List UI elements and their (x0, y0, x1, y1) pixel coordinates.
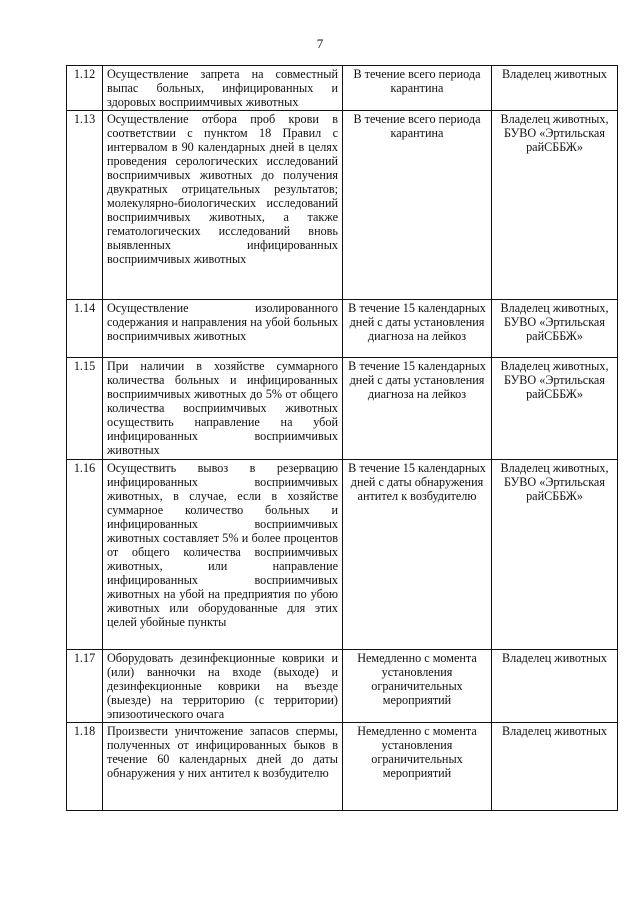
measure-responsible: Владелец животных, БУВО «Эртильская райСББЖ» (492, 460, 618, 650)
measure-description: Осуществление запрета на совместный выпас больных, инфицированных и здоровых восприимчивых животных (103, 66, 343, 111)
measure-deadline: Немедленно с момента установления ограничительных мероприятий (343, 650, 492, 723)
measure-description: Осуществление отбора проб крови в соответствии с пунктом 18 Правил с интервалом в 90 календарных дней в целях проведения серологических исследований восприимчивых животных до получения двукратных отрицательных результатов; молекулярно-биологических исследований восприимчивых животных, а также гематологических исследований вновь выявленных инфицированных восприимчивых животных (103, 111, 343, 300)
measure-responsible: Владелец животных (492, 650, 618, 723)
item-number: 1.17 (67, 650, 103, 723)
measure-deadline: Немедленно с момента установления ограничительных мероприятий (343, 723, 492, 811)
table-row (67, 111, 618, 300)
item-number: 1.14 (67, 300, 103, 358)
measure-description: Произвести уничтожение запасов спермы, полученных от инфицированных быков в течение 60 календарных дней до даты обнаружения у них антител к возбудителю (103, 723, 343, 811)
item-number: 1.15 (67, 358, 103, 460)
measure-deadline: В течение 15 календарных дней с даты обнаружения антител к возбудителю (343, 460, 492, 650)
table-row (67, 460, 618, 650)
measure-responsible: Владелец животных (492, 723, 618, 811)
table-row (67, 650, 618, 723)
page-number: 7 (316, 36, 324, 51)
measure-deadline: В течение всего периода карантина (343, 111, 492, 300)
table-row (67, 300, 618, 358)
table-row (67, 66, 618, 111)
measures-table (66, 65, 618, 811)
measure-deadline: В течение 15 календарных дней с даты установления диагноза на лейкоз (343, 300, 492, 358)
item-number: 1.13 (67, 111, 103, 300)
measure-description: Оборудовать дезинфекционные коврики и (или) ванночки на входе (выходе) и дезинфекционные коврики на въезде (выезде) на территорию (с территории) эпизоотического очага (103, 650, 343, 723)
measure-deadline: В течение всего периода карантина (343, 66, 492, 111)
measure-description: Осуществление изолированного содержания и направления на убой больных восприимчивых животных (103, 300, 343, 358)
measure-deadline: В течение 15 календарных дней с даты установления диагноза на лейкоз (343, 358, 492, 460)
item-number: 1.12 (67, 66, 103, 111)
table-row (67, 723, 618, 811)
measure-description: Осуществить вывоз в резервацию инфицированных восприимчивых животных, в случае, если в хозяйстве суммарное количество больных и инфицированных восприимчивых животных составляет 5% и более процентов от общего количества восприимчивых животных, или направление инфицированных восприимчивых животных на убой на предприятия по убою животных или оборудованные для этих целей убойные пункты (103, 460, 343, 650)
measure-responsible: Владелец животных, БУВО «Эртильская райСББЖ» (492, 111, 618, 300)
measure-responsible: Владелец животных (492, 66, 618, 111)
item-number: 1.18 (67, 723, 103, 811)
table-row (67, 358, 618, 460)
measure-description: При наличии в хозяйстве суммарного количества больных и инфицированных восприимчивых животных до 5% от общего количества восприимчивых животных осуществить направление на убой инфицированных восприимчивых животных (103, 358, 343, 460)
measure-responsible: Владелец животных, БУВО «Эртильская райСББЖ» (492, 300, 618, 358)
measure-responsible: Владелец животных, БУВО «Эртильская райСББЖ» (492, 358, 618, 460)
item-number: 1.16 (67, 460, 103, 650)
